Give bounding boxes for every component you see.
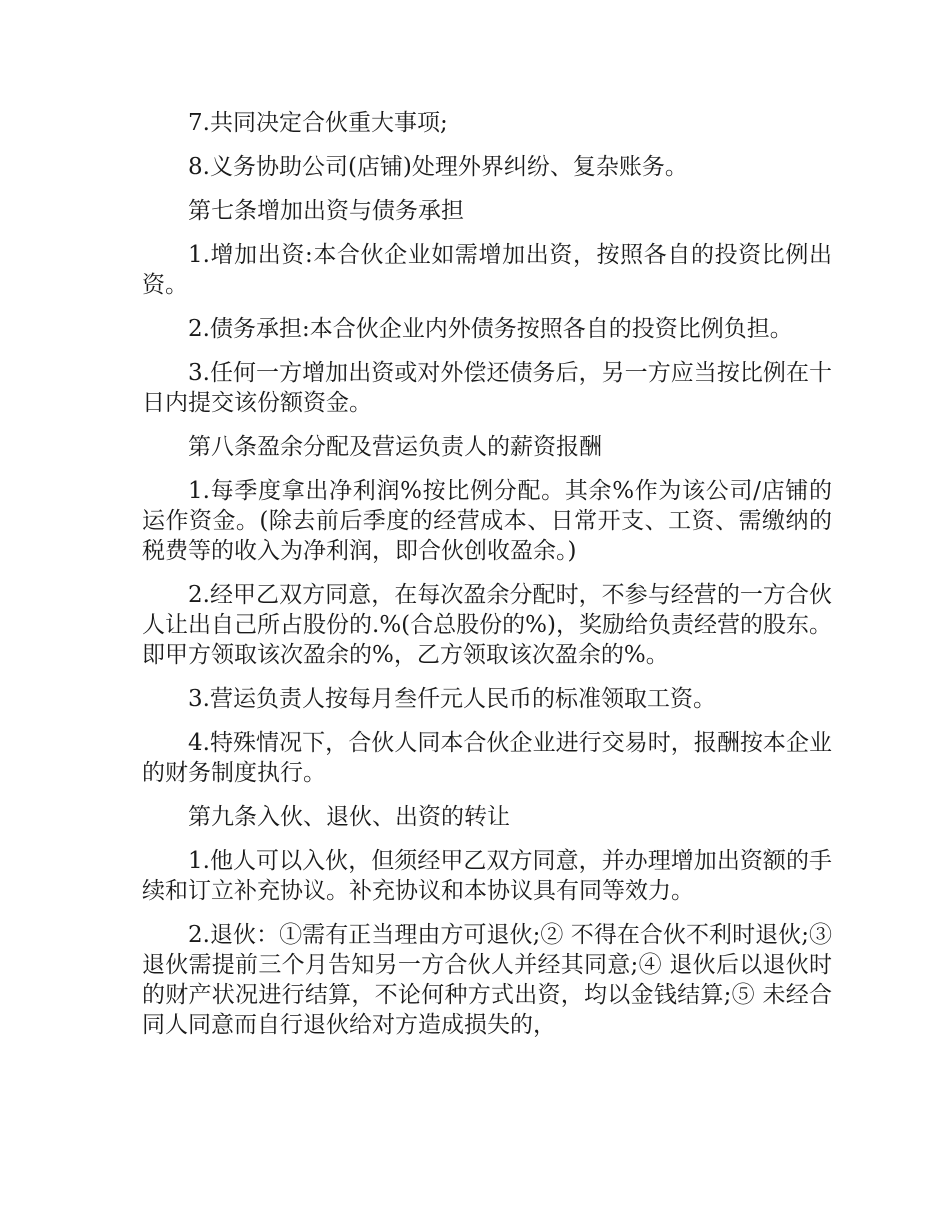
clause-7-7: 7.共同决定合伙重大事项; [188, 110, 448, 136]
document-page [142, 108, 832, 1054]
article-8-item-1: 1.每季度拿出净利润%按比例分配。其余%作为该公司/店铺的运作资金。(除去前后季度的经营成本、日常开支、工资、需缴纳的税费等的收入为净利润，即合伙创收盈余。) [142, 478, 832, 564]
article-9-item-2: 2.退伙：①需有正当理由方可退伙;② 不得在合伙不利时退伙;③ 退伙需提前三个月告知另一方合伙人并经其同意;④ 退伙后以退伙时的财产状况进行结算，不论何种方式出资，均以金钱结算;⑤ 未经合同人同意而自行退伙给对方造成损失的， [142, 922, 832, 1038]
article-8-heading: 第八条盈余分配及营运负责人的薪资报酬 [188, 434, 602, 460]
article-7-item-1: 1.增加出资:本合伙企业如需增加出资，按照各自的投资比例出资。 [142, 242, 832, 298]
article-8-item-2: 2.经甲乙双方同意，在每次盈余分配时，不参与经营的一方合伙人让出自己所占股份的.%(合总股份的%)，奖励给负责经营的股东。即甲方领取该次盈余的%，乙方领取该次盈余的%。 [142, 582, 832, 668]
clause-7-8: 8.义务协助公司(店铺)处理外界纠纷、复杂账务。 [188, 154, 688, 180]
article-9-item-1: 1.他人可以入伙，但须经甲乙双方同意，并办理增加出资额的手续和订立补充协议。补充协议和本协议具有同等效力。 [142, 848, 832, 904]
article-7-item-2: 2.债务承担:本合伙企业内外债务按照各自的投资比例负担。 [188, 316, 793, 342]
article-7-item-3: 3.任何一方增加出资或对外偿还债务后，另一方应当按比例在十日内提交该份额资金。 [142, 360, 832, 416]
article-8-item-4: 4.特殊情况下，合伙人同本合伙企业进行交易时，报酬按本企业的财务制度执行。 [142, 730, 832, 786]
article-7-heading: 第七条增加出资与债务承担 [188, 198, 464, 224]
article-9-heading: 第九条入伙、退伙、出资的转让 [188, 804, 510, 830]
article-8-item-3: 3.营运负责人按每月叁仟元人民币的标准领取工资。 [188, 686, 716, 712]
